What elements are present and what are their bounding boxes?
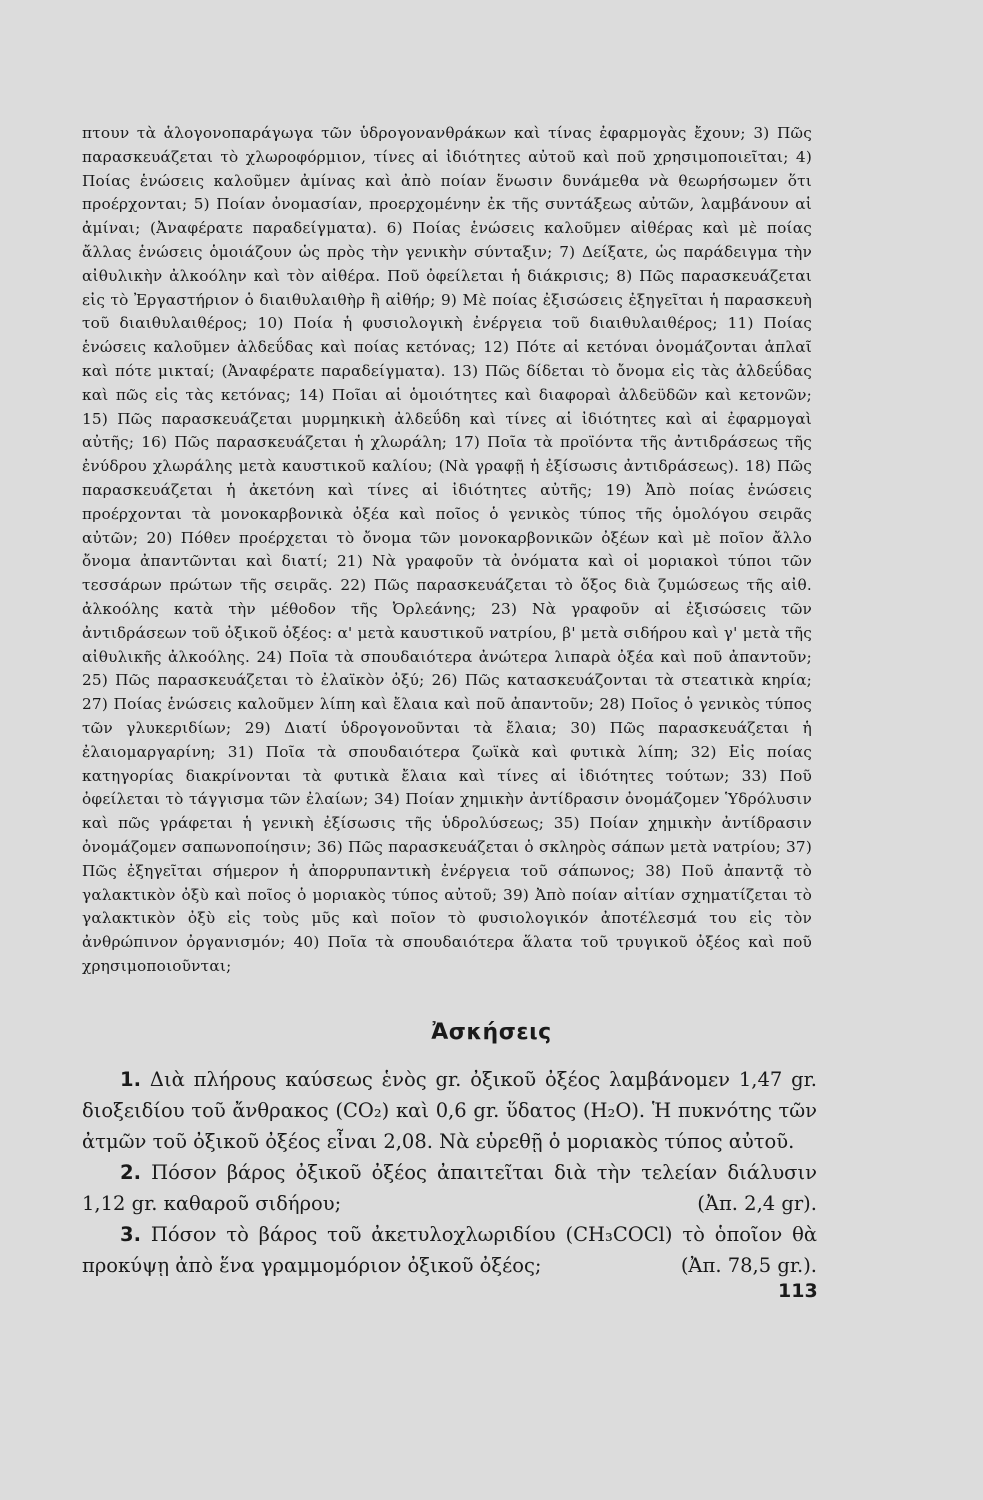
exercise-text: Διὰ πλήρους καύσεως ἑνὸς gr. ὀξικοῦ ὀξέος λαμβάνομεν 1,47 gr. διοξειδίου τοῦ ἄνθρακος (CO₂) καὶ 0,6 gr. ὕδατος (H₂O). Ἡ πυκνότης τῶν ἀτμῶν τοῦ ὀξικοῦ ὀξέος εἶναι 2,08. Νὰ εὑρεθῇ ὁ μοριακὸς τύπος αὐτοῦ. xyxy=(82,1068,817,1153)
exercises-list xyxy=(82,1064,817,1281)
exercise-answer: (Ἀπ. 2,4 gr). xyxy=(697,1192,817,1215)
section-title: Ἀσκήσεις xyxy=(431,1020,552,1045)
exercise-answer: (Ἀπ. 78,5 gr.). xyxy=(680,1254,817,1277)
exercise-1 xyxy=(82,1064,817,1157)
exercise-text: Πόσον τὸ βάρος τοῦ ἀκετυλοχλωριδίου (CH₃COCl) τὸ ὁποῖον θὰ προκύψῃ ἀπὸ ἕνα γραμμομόριον ὀξικοῦ ὀξέος; xyxy=(82,1223,817,1277)
exercise-number: 2. xyxy=(120,1161,141,1184)
exercise-number: 1. xyxy=(120,1068,141,1091)
exercise-text: Πόσον βάρος ὀξικοῦ ὀξέος ἀπαιτεῖται διὰ τὴν τελείαν διάλυσιν 1,12 gr. καθαροῦ σιδήρου; xyxy=(82,1161,817,1215)
exercise-2 xyxy=(82,1157,817,1219)
exercise-3 xyxy=(82,1219,817,1281)
page-number: 113 xyxy=(778,1280,818,1302)
exercise-number: 3. xyxy=(120,1223,141,1246)
review-questions xyxy=(82,122,812,979)
questions-paragraph: πτουν τὰ ἁλογονοπαράγωγα τῶν ὑδρογονανθράκων καὶ τίνας ἐφαρμογὰς ἔχουν; 3) Πῶς παρασκευάζεται τὸ χλωροφόρμιον, τίνες αἱ ἰδιότητες αὐτοῦ καὶ ποῦ χρησιμοποιεῖται; 4) Ποίας ἑνώσεις καλοῦμεν ἀμίνας καὶ ἀπὸ ποίαν ἕνωσιν δυνάμεθα νὰ θεωρήσωμεν ὅτι προέρχονται; 5) Ποίαν ὀνομασίαν, προερχομένην ἐκ τῆς συντάξεως αὐτῶν, λαμβάνουν αἱ ἀμίναι; (Ἀναφέρατε παραδείγματα). 6) Ποίας ἑνώσεις καλοῦμεν αἰθέρας καὶ μὲ ποίας ἄλλας ἑνώσεις ὁμοιάζουν ὡς πρὸς τὴν γενικὴν σύνταξιν; 7) Δείξατε, ὡς παράδειγμα τὴν αἰθυλικὴν ἀλκοόλην καὶ τὸν αἰθέρα. Ποῦ ὀφείλεται ἡ διάκρισις; 8) Πῶς παρασκευάζεται εἰς τὸ Ἐργαστήριον ὁ διαιθυλαιθὴρ ἢ αἰθήρ; 9) Μὲ ποίας ἐξισώσεις ἐξηγεῖται ἡ παρασκευὴ τοῦ διαιθυλαιθέρος; 10) Ποία ἡ φυσιολογικὴ ἐνέργεια τοῦ διαιθυλαιθέρος; 11) Ποίας ἑνώσεις καλοῦμεν ἀλδεΰδας καὶ ποίας κετόνας; 12) Πότε αἱ κετόναι ὀνομάζονται ἁπλαῖ καὶ πότε μικταί; (Ἀναφέρατε παραδείγματα). 13) Πῶς δίδεται τὸ ὄνομα εἰς τὰς ἀλδεΰδας καὶ πῶς εἰς τὰς κετόνας; 14) Ποῖαι αἱ ὁμοιότητες καὶ διαφοραὶ ἀλδεϋδῶν καὶ κετονῶν; 15) Πῶς παρασκευάζεται μυρμηκικὴ ἀλδεΰδη καὶ τίνες αἱ ἰδιότητες καὶ αἱ ἐφαρμογαὶ αὐτῆς; 16) Πῶς παρασκευάζεται ἡ χλωράλη; 17) Ποῖα τὰ προϊόντα τῆς ἀντιδράσεως τῆς ἐνύδρου χλωράλης μετὰ καυστικοῦ καλίου; (Νὰ γραφῇ ἡ ἐξίσωσις ἀντιδράσεως). 18) Πῶς παρασκευάζεται ἡ ἀκετόνη καὶ τίνες αἱ ἰδιότητες αὐτῆς; 19) Ἀπὸ ποίας ἑνώσεις προέρχονται τὰ μονοκαρβονικὰ ὀξέα καὶ ποῖος ὁ γενικὸς τύπος τῆς ὁμολόγου σειρᾶς αὐτῶν; 20) Πόθεν προέρχεται τὸ ὄνομα τῶν μονοκαρβονικῶν ὀξέων καὶ μὲ ποῖον ἄλλο ὄνομα ἀπαντῶνται καὶ διατί; 21) Νὰ γραφοῦν τὰ ὀνόματα καὶ οἱ μοριακοὶ τύποι τῶν τεσσάρων πρώτων τῆς σειρᾶς. 22) Πῶς παρασκευάζεται τὸ ὄξος διὰ ζυμώσεως τῆς αἰθ. ἀλκοόλης κατὰ τὴν μέθοδον τῆς Ὀρλεάνης; 23) Νὰ γραφοῦν αἱ ἐξισώσεις τῶν ἀντιδράσεων τοῦ ὀξικοῦ ὀξέος: α' μετὰ καυστικοῦ νατρίου, β' μετὰ σιδήρου καὶ γ' μετὰ τῆς αἰθυλικῆς ἀλκοόλης. 24) Ποῖα τὰ σπουδαιότερα ἀνώτερα λιπαρὰ ὀξέα καὶ ποῦ ἀπαντοῦν; 25) Πῶς παρασκευάζεται τὸ ἐλαϊκὸν ὀξύ; 26) Πῶς κατασκευάζονται τὰ στεατικὰ κηρία; 27) Ποίας ἑνώσεις καλοῦμεν λίπη καὶ ἔλαια καὶ ποῦ ἀπαντοῦν; 28) Ποῖος ὁ γενικὸς τύπος τῶν γλυκεριδίων; 29) Διατί ὑδρογονοῦνται τὰ ἔλαια; 30) Πῶς παρασκευάζεται ἡ ἐλαιομαργαρίνη; 31) Ποῖα τὰ σπουδαιότερα ζωϊκὰ καὶ φυτικὰ λίπη; 32) Εἰς ποίας κατηγορίας διακρίνονται τὰ φυτικὰ ἔλαια καὶ τίνες αἱ ἰδιότητες τούτων; 33) Ποῦ ὀφείλεται τὸ τάγγισμα τῶν ἐλαίων; 34) Ποίαν χημικὴν ἀντίδρασιν ὀνομάζομεν Ὑδρόλυσιν καὶ πῶς γράφεται ἡ γενικὴ ἐξίσωσις τῆς ὑδρολύσεως; 35) Ποίαν χημικὴν ἀντίδρασιν ὀνομάζομεν σαπωνοποίησιν; 36) Πῶς παρασκευάζεται ὁ σκληρὸς σάπων μετὰ νατρίου; 37) Πῶς ἐξηγεῖται σήμερον ἡ ἀπορρυπαντικὴ ἐνέργεια τοῦ σάπωνος; 38) Ποῦ ἀπαντᾷ τὸ γαλακτικὸν ὀξὺ καὶ ποῖος ὁ μοριακὸς τύπος αὐτοῦ; 39) Ἀπὸ ποίαν αἰτίαν σχηματίζεται τὸ γαλακτικὸν ὀξὺ εἰς τοὺς μῦς καὶ ποῖον τὸ φυσιολογικόν ἀποτέλεσμά του εἰς τὸν ἀνθρώπινον ὀργανισμόν; 40) Ποῖα τὰ σπουδαιότερα ἅλατα τοῦ τρυγικοῦ ὀξέος καὶ ποῦ χρησιμοποιοῦνται; xyxy=(82,124,812,975)
